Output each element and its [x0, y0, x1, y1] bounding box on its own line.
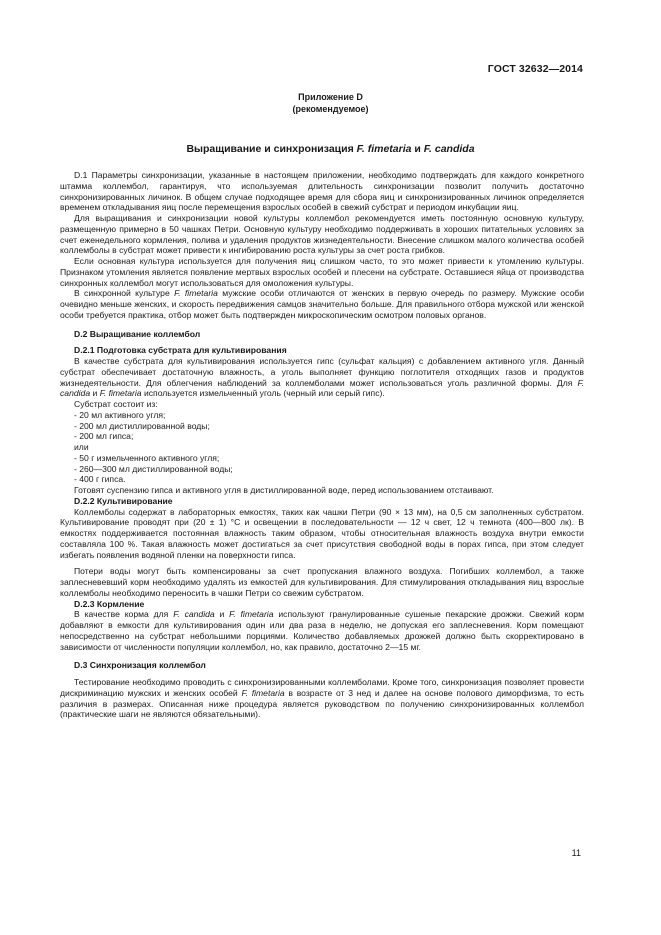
- paragraph-water-loss: Потери воды могут быть компенсированы за счет пропускания влажного воздуха. Погибших коллембол, а также заплесневевший корм необходимо удалять из емкостей для культивирования. Для стимулирования откладывания яиц взрослые коллемболы необходимо переносить в чашки Петри со свежим субстратом.: [60, 566, 584, 598]
- annex-subtitle: (рекомендуемое): [292, 104, 369, 114]
- page-number: 11: [571, 848, 581, 858]
- list-item: - 200 мл гипса;: [74, 431, 134, 442]
- paragraph-substrate: [60, 356, 584, 399]
- paragraph-cultivation: Коллемболы содержат в лабораторных емкостях, таких как чашки Петри (90 × 13 мм), на 0,5 см заполненных субстратом. Культивирование проводят при (20 ± 1) °С и освещении в последовательности — 12 ч свет, 12 ч темнота (400—800 лк). В емкостях поддерживается постоянная влажность таким образом, чтобы относительная влажность воздуха внутри емкости составляла 100 %. Такая влажность может достигаться за счет присутствия свободной воды в порах гипса, при этом следует избегать появления водяной пленки на поверхности гипса.: [60, 506, 584, 560]
- main-title-prefix: Выращивание и синхронизация: [186, 143, 357, 155]
- species-name: F. candida: [173, 609, 215, 620]
- paragraph-suspension: Готовят суспензию гипса и активного угля в дистиллированной воде, перед использованием отстаивают.: [74, 485, 494, 495]
- text-run: и: [90, 388, 100, 399]
- section-heading-d21: D.2.1 Подготовка субстрата для культивирования: [74, 345, 287, 356]
- annex-main-title: [0, 143, 661, 155]
- text-run: используют гранулированные сушеные пекарские дрожжи. Свежий корм добавляют в емкости для культивирования один или два раза в неделю, не допуская его заплесневения. Корм помещают непосредственно на субстрат небольшими порциями. Количество добавляемых дрожжей должно быть скорректировано в зависимости от численности популяции коллембол, но, как правило, достаточно 2—15 мг.: [60, 609, 584, 652]
- list-item: - 400 г гипса.: [74, 474, 126, 485]
- section-heading-d23: D.2.3 Кормление: [74, 598, 145, 609]
- paragraph-d1: D.1 Параметры синхронизации, указанные в настоящем приложении, необходимо подтверждать для каждого конкретного штамма коллембол, гарантируя, что используемая длительность синхронизации позволит получить достаточно синхронизированных личинок. В общем случае подходящее время для сбора яиц и синхронизированных личинок определяется временем откладывания яиц после перемещения взрослых особей в свежий субстрат и периодом инкубации яиц.: [60, 170, 584, 213]
- section-heading-d3: D.3 Синхронизация коллембол: [74, 660, 206, 671]
- species-name: F. candida: [60, 377, 584, 399]
- list-item: - 50 г измельченного активного угля;: [74, 452, 220, 463]
- species-name: F. fimetaria: [99, 388, 142, 399]
- standard-id: ГОСТ 32632—2014: [487, 63, 583, 75]
- paragraph-dimorphism: [60, 288, 584, 320]
- substrate-intro: Субстрат состоит из:: [74, 399, 158, 409]
- species-name: F. fimetaria: [229, 609, 274, 620]
- species-name: F. fimetaria: [241, 687, 285, 698]
- main-title-species-2: F. candida: [423, 143, 475, 155]
- list-item: - 200 мл дистиллированной воды;: [74, 420, 210, 431]
- document-body: [60, 170, 584, 720]
- text-run: Тестирование необходимо проводить с синхронизированными коллемболами. Кроме того, синхронизация позволяет провести дискриминацию мужских и женских особей: [60, 677, 584, 698]
- paragraph-synchronization: [60, 677, 584, 720]
- list-item: - 20 мл активного угля;: [74, 409, 166, 420]
- section-heading-d22: D.2.2 Культивирование: [74, 495, 173, 506]
- paragraph-culture: Для выращивания и синхронизации новой культуры коллембол рекомендуется иметь постоянную основную культуру, размещенную примерно в 50 чашках Петри. Основную культуру необходимо поддерживать в хороших питательных условиях за счет еженедельного кормления, полива и удаления продуктов жизнедеятельности. Внесение слишком малого количества особей коллемболы в субстрат может привести к ингибированию роста культуры за счет роста грибков.: [60, 213, 584, 256]
- paragraph-feeding: [60, 609, 584, 652]
- main-title-mid: и: [411, 143, 424, 155]
- main-title-species-1: F. fimetaria: [356, 143, 412, 155]
- list-separator: или: [74, 442, 89, 452]
- list-item: - 260—300 мл дистиллированной воды;: [74, 463, 233, 474]
- species-name: F. fimetaria: [174, 288, 218, 299]
- text-run: и: [214, 609, 230, 620]
- annex-title: Приложение D: [298, 92, 363, 102]
- text-run: мужские особи отличаются от женских в первую очередь по размеру. Мужские особи очевидно меньше женских, и скорость передвижения самцов значительно больше. Для правильного отбора мужской или женской особи требуется практика, отбор может быть подтвержден микроскопическим осмотром половых органов.: [60, 288, 584, 320]
- text-run: используется измельченный уголь (черный или серый гипс).: [141, 388, 385, 399]
- text-run: В качестве корма для: [74, 609, 174, 620]
- paragraph-fatigue: Если основная культура используется для получения яиц слишком часто, то это может привести к утомлению культуры. Признаком утомления является появление мертвых взрослых особей и плесени на субстрате. Оставшиеся яйца от производства синхронных коллембол могут использоваться для омоложения культуры.: [60, 256, 584, 288]
- text-run: В синхронной культуре: [74, 288, 175, 299]
- text-run: В качестве субстрата для культивирования используется гипс (сульфат кальция) с добавлением активного угля. Данный субстрат обеспечивает достаточную влажность, а уголь выполняет функцию поглотителя отходящих газов и продуктов жизнедеятельности. Для облегчения наблюдений за коллемболами может использоваться уголь различной формы. Для: [60, 356, 584, 388]
- text-run: в возрасте от 3 нед и далее на основе полового диморфизма, то есть различия в размерах. Описанная ниже процедура является руководством по получению синхронизированных коллембол (практические шаги не являются обязательными).: [60, 687, 584, 720]
- section-heading-d2: D.2 Выращивание коллембол: [74, 328, 201, 339]
